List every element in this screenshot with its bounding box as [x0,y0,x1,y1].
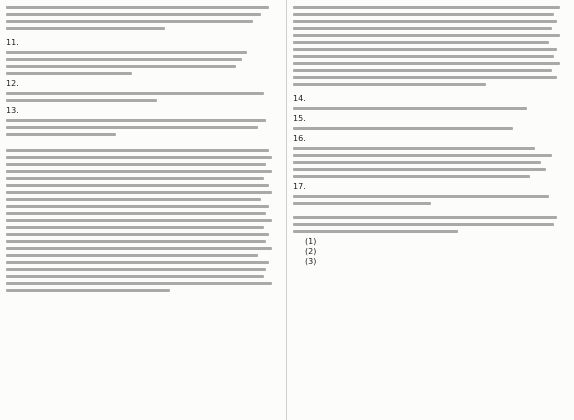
question-12 [6,79,280,89]
question-12-text [6,92,280,102]
question-11 [6,38,280,48]
question-16-text [293,147,568,178]
right-column [287,0,574,420]
question-13 [6,106,280,116]
question-14 [293,94,568,104]
essay-continued [293,6,568,86]
prompt-item-3 [293,257,568,267]
question-label: 14. [293,94,306,103]
question-17-text [293,195,568,205]
prompt-item-label: (3) [305,257,317,266]
question-label: 17. [293,182,306,191]
question-17 [293,182,568,192]
question-label: 16. [293,134,306,143]
composition-prompt [293,216,568,233]
prompt-item-label: (2) [305,247,317,256]
left-filler-1 [6,6,280,30]
question-16 [293,134,568,144]
question-label: 13. [6,106,19,115]
essay-body [6,149,280,292]
question-15 [293,114,568,124]
prompt-item-2 [293,247,568,257]
prompt-item-1 [293,237,568,247]
question-label: 15. [293,114,306,123]
question-13-text [6,119,280,136]
question-14-text [293,107,568,110]
prompt-item-label: (1) [305,237,317,246]
question-label: 12. [6,79,19,88]
question-11-options [6,51,280,75]
question-15-text [293,127,568,130]
question-label: 11. [6,38,19,47]
